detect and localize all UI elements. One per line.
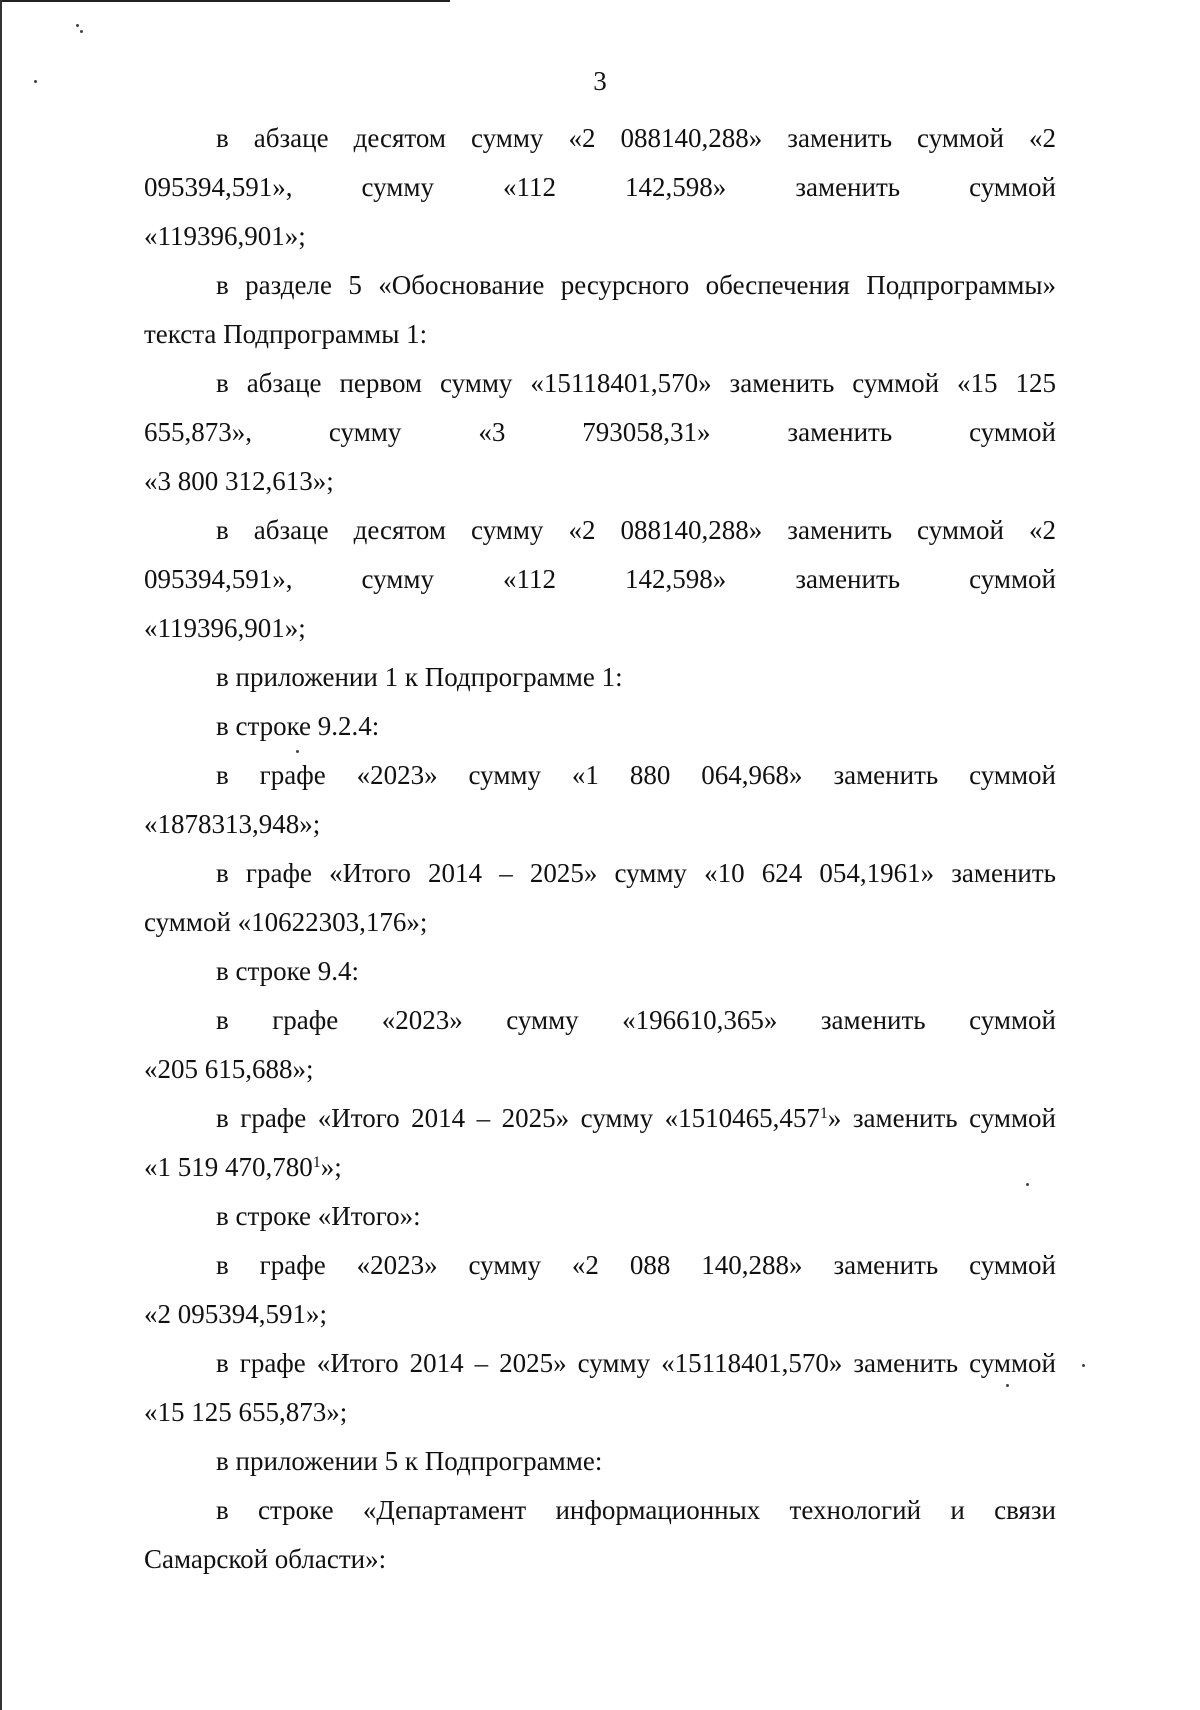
paragraph-line: «119396,901»; — [144, 613, 306, 643]
paragraph-line: «119396,901»; — [144, 221, 306, 251]
scan-speck — [1082, 1364, 1085, 1367]
scan-speck — [34, 80, 37, 83]
paragraph-line: в абзаце первом сумму «15118401,570» заменить суммой «15 125 655,873», сумму «3 793058,31» заменить суммой — [144, 368, 1056, 447]
paragraph-line: суммой «10622303,176»; — [144, 907, 428, 937]
scan-speck — [76, 24, 79, 27]
document-body — [144, 114, 1056, 1584]
paragraph-line: в строке «Итого»: — [216, 1201, 421, 1231]
paragraph-line: «205 615,688»; — [144, 1054, 314, 1084]
paragraph-line: в графе «2023» сумму «2 088 140,288» заменить суммой — [216, 1250, 1056, 1280]
scan-edge-top — [0, 0, 450, 2]
text-fragment: » заменить суммой — [827, 1103, 1056, 1133]
paragraph-line: в строке 9.4: — [216, 956, 360, 986]
paragraph-line — [144, 1094, 1056, 1143]
paragraph-line: в графе «Итого 2014 – 2025» сумму «10 624 054,1961» заменить — [216, 858, 1056, 888]
text-fragment: »; — [320, 1152, 342, 1182]
paragraph-line — [144, 1143, 1056, 1192]
footnote-mark: 1 — [819, 1105, 828, 1122]
paragraph-line: в абзаце десятом сумму «2 088140,288» заменить суммой «2 095394,591», сумму «112 142,598» заменить суммой — [144, 515, 1056, 594]
page-number: 3 — [593, 66, 607, 96]
scan-speck — [1026, 1183, 1029, 1186]
paragraph-line: «2 095394,591»; — [144, 1299, 328, 1329]
paragraph-line: в строке «Департамент информационных технологий и связи — [216, 1495, 1056, 1525]
paragraph-line: текста Подпрограммы 1: — [144, 319, 428, 349]
paragraph-line: в приложении 1 к Подпрограмме 1: — [216, 662, 623, 692]
paragraph-line: «1878313,948»; — [144, 809, 321, 839]
scan-speck — [80, 30, 83, 33]
paragraph-line: в разделе 5 «Обоснование ресурсного обеспечения Подпрограммы» — [216, 270, 1056, 300]
paragraph-line: «15 125 655,873»; — [144, 1397, 348, 1427]
paragraph-line: в графе «Итого 2014 – 2025» сумму «15118401,570» заменить суммой — [216, 1348, 1056, 1378]
scan-edge-left — [0, 0, 2, 1710]
footnote-mark: 1 — [312, 1154, 321, 1171]
paragraph-line: в графе «2023» сумму «196610,365» заменить суммой — [216, 1005, 1056, 1035]
scan-speck — [296, 750, 299, 753]
paragraph-line: в абзаце десятом сумму «2 088140,288» заменить суммой «2 095394,591», сумму «112 142,598» заменить суммой — [144, 123, 1056, 202]
text-fragment: «1 519 470,780 — [144, 1152, 313, 1182]
paragraph-line: в графе «2023» сумму «1 880 064,968» заменить суммой — [216, 760, 1056, 790]
scan-speck — [1006, 1384, 1009, 1387]
paragraph-line: Самарской области»: — [144, 1544, 387, 1574]
paragraph-line: в приложении 5 к Подпрограмме: — [216, 1446, 603, 1476]
text-fragment: в графе «Итого 2014 – 2025» сумму «1510465,457 — [216, 1103, 820, 1133]
paragraph-line: «3 800 312,613»; — [144, 466, 334, 496]
paragraph-line: в строке 9.2.4: — [216, 711, 380, 741]
